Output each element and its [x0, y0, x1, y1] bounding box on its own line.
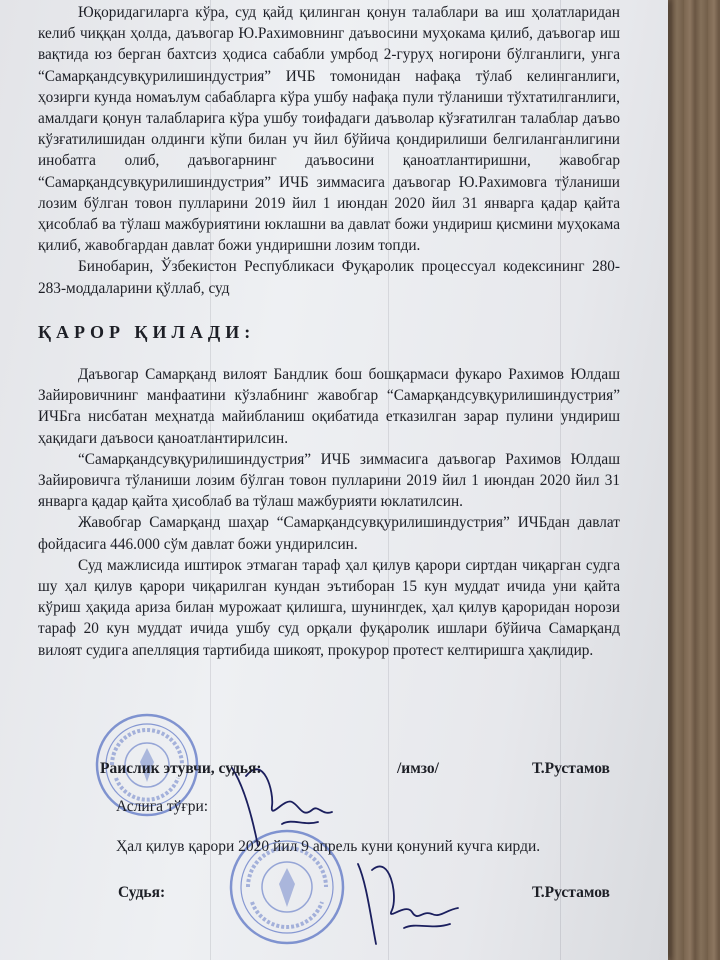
paragraph-legal-basis: Бинобарин, Ўзбекистон Республикаси Фуқаролик процессуал кодексининг 280-283-моддаларини қўллаб, суд: [38, 258, 620, 297]
presiding-judge-label: Раислик этувчи, судья:: [100, 760, 262, 777]
paragraph-appeal-rights: Суд мажлисида иштирок этмаган тараф ҳал қилув қарори сиртдан чиқарган судга шу ҳал қилув қарори чиқарилган кундан эътиборан 15 кун муддат ичида уни қайта кўриш ҳақида ариза билан мурожаат қилишга, шунингдек, ҳал қилув қароридан норози тараф 20 кун муддат ичида ушбу суд орқали фуқаролик ишлари бўйича Самарқанд вилоят судига апелляция тартибида шикоят, прокурор протест келтиришга ҳақлидир.: [38, 556, 620, 659]
paragraph-obligation: “Самарқандсувқурилишиндустрия” ИЧБ зиммасига даъвогар Рахимов Юлдаш Зайировичга тўланиши лозим бўлган товон пулларини 2019 йил 1 июндан 2020 йил 31 январга қадар қайта ҳисоблаб ва тўлаш мажбурияти юклатилсин.: [38, 450, 620, 511]
paragraph-state-fee: Жавобгар Самарқанд шаҳар “Самарқандсувқурилишиндустрия” ИЧБдан давлат фойдасига 446.000 сўм давлат божи ундирилсин.: [38, 514, 620, 553]
judge-name: Т.Рустамов: [532, 760, 610, 777]
handwritten-signature: [346, 852, 466, 952]
wooden-table-background: [660, 0, 720, 960]
judge-label: Судья:: [118, 884, 166, 901]
entry-into-force-note: Ҳал қилув қарори 2020 йил 9 апрель куни қонуний кучга кирди.: [116, 838, 541, 855]
decision-heading: ҚАРОР ҚИЛАДИ:: [38, 321, 256, 342]
paragraph-findings: Юқоридагиларга кўра, суд қайд қилинган қонун талаблари ва иш ҳолатларидан келиб чиққан ҳолда, даъвогар Ю.Рахимовнинг даъвосини муҳокама қилиб, даъвогар иш вақтида юз берган бахтсиз ҳодиса сабабли умрбод 2-гуруҳ ногирони бўлганлиги, унга “Самарқандсувқурилишиндустрия” ИЧБ томонидан нафақа тўлаб келинганлиги, ҳозирги кунда номаълум сабабларга кўра ушбу нафақа пули тўланиши тўхтатилганлиги, амалдаги қонун талабларига кўра ушбу тоифадаги даъволар кўзғатилган талаблар даъво кўзғатилишидан олдинги кўпи билан уч йил бўйича қондирилиши белгиланганлигини инобатга олиб, даъвогарнинг даъвосини қаноатлантиришни, жавобгар “Самарқандсувқурилишиндустрия” ИЧБ зиммасига даъвогар Ю.Рахимовга тўланиши лозим бўлган товон пулларини 2019 йил 1 июндан 2020 йил 31 январга қадар қайта ҳисоблаб ва тўлаш мажбуриятини юклашни ва давлат божи ундириш қисмини муҳокама қилиб, жавобгардан давлат божи ундиришни лозим топди.: [38, 4, 620, 255]
paragraph-claim-satisfied: Даъвогар Самарқанд вилоят Бандлик бош бошқармаси фукаро Рахимов Юлдаш Зайировичнинг манфаатини кўзлабнинг жавобгар “Самарқандсувқурилишиндустрия” ИЧБга нисбатан меҳнатда майибланиш оқибатида етказилган зарар пулини ундириш ҳақидаги даъвоси қаноатлантирилсин.: [38, 366, 620, 447]
judge-name-2: Т.Рустамов: [532, 884, 610, 901]
copy-certified-label: Аслига тўғри:: [116, 798, 209, 815]
signature-placeholder: /имзо/: [397, 760, 439, 777]
document-body: [38, 2, 620, 661]
